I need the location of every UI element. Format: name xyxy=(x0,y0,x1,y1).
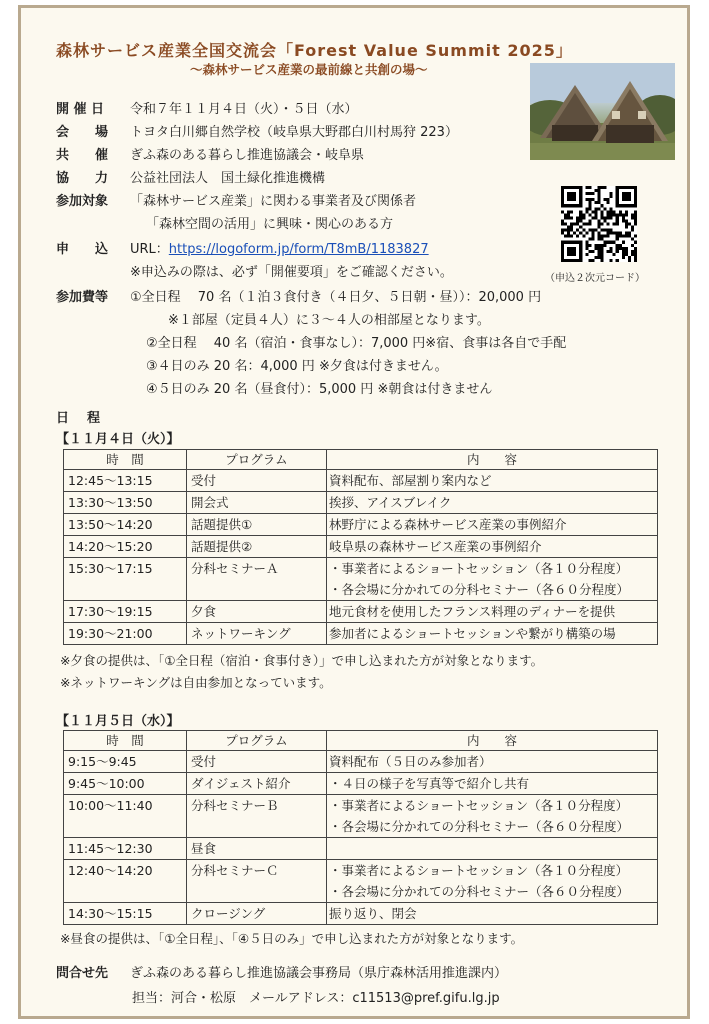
program-cell: 分科セミナーＡ xyxy=(187,558,327,601)
time-cell: 10:00～11:40 xyxy=(64,795,187,838)
table-row xyxy=(64,623,658,645)
content-line: 振り返り、閉会 xyxy=(329,906,417,921)
apply-note: ※申込みの際は、必ず「開催要項」をご確認ください。 xyxy=(130,265,453,280)
apply-row xyxy=(56,241,429,259)
program-cell: 分科セミナーＢ xyxy=(187,795,327,838)
time-cell: 15:30～17:15 xyxy=(64,558,187,601)
table-row xyxy=(64,903,658,925)
table-row xyxy=(64,751,658,773)
content-cell xyxy=(327,470,658,492)
fee-line-4: ③４日のみ 20 名：4,000 円 ※夕食は付きません。 xyxy=(146,359,448,374)
content-cell xyxy=(327,601,658,623)
content-line: 岐阜県の森林サービス産業の事例紹介 xyxy=(329,539,542,554)
content-cell xyxy=(327,492,658,514)
column-header-program: プログラム xyxy=(187,450,327,470)
schedule-heading: 日程 xyxy=(56,411,119,426)
content-line: ・各会場に分かれての分科セミナー（各６０分程度） xyxy=(329,582,630,597)
program-cell: ダイジェスト紹介 xyxy=(187,773,327,795)
day2-schedule-table xyxy=(63,730,658,925)
table-row xyxy=(64,795,658,838)
content-cell xyxy=(327,903,658,925)
content-cell xyxy=(327,623,658,645)
content-cell xyxy=(327,860,658,903)
host-label: 共 催 xyxy=(56,148,109,163)
table-row xyxy=(64,470,658,492)
qr-caption: （申込２次元コード） xyxy=(545,273,645,284)
content-line: 挨拶、アイスブレイク xyxy=(329,495,452,510)
qr-code[interactable] xyxy=(561,186,637,262)
venue-value: トヨタ白川郷自然学校（岐阜県大野郡白川村馬狩 223） xyxy=(130,125,458,140)
column-header-program: プログラム xyxy=(187,731,327,751)
contact-label: 問合せ先 xyxy=(56,966,109,981)
time-cell: 14:30～15:15 xyxy=(64,903,187,925)
table-row xyxy=(64,838,658,860)
content-line xyxy=(329,838,655,859)
program-cell: 受付 xyxy=(187,751,327,773)
table-row xyxy=(64,558,658,601)
column-header-content: 内 容 xyxy=(327,731,658,751)
fee-line-3: ②全日程 40 名（宿泊・食事なし）：7,000 円※宿、食事は各自で手配 xyxy=(146,336,567,351)
apply-url-link[interactable]: https://logoform.jp/form/T8mB/1183827 xyxy=(168,242,429,257)
table-row xyxy=(64,536,658,558)
content-line: 資料配布、部屋割り案内など xyxy=(329,473,492,488)
target-label: 参加対象 xyxy=(56,194,109,209)
day2-heading: 【１１月５日（水）】 xyxy=(56,714,180,729)
event-subtitle: ～森林サービス産業の最前線と共創の場～ xyxy=(190,62,428,77)
day1-schedule-table xyxy=(63,449,658,645)
time-cell: 17:30～19:15 xyxy=(64,601,187,623)
content-line: 地元食材を使用したフランス料理のディナーを提供 xyxy=(329,604,616,619)
time-cell: 14:20～15:20 xyxy=(64,536,187,558)
column-header-time: 時 間 xyxy=(64,731,187,751)
cooperation-label: 協 力 xyxy=(56,171,109,186)
event-title: 森林サービス産業全国交流会「Forest Value Summit 2025」 xyxy=(56,41,573,60)
content-cell xyxy=(327,514,658,536)
content-cell xyxy=(327,773,658,795)
time-cell: 19:30～21:00 xyxy=(64,623,187,645)
target-row xyxy=(56,193,416,211)
date-label: 開 催 日 xyxy=(56,102,105,117)
day1-note-1: ※夕食の提供は、「①全日程（宿泊・食事付き）」で申し込まれた方が対象となります。 xyxy=(60,653,544,668)
content-line: 資料配布（５日のみ参加者） xyxy=(329,754,492,769)
table-row xyxy=(64,860,658,903)
program-cell: 分科セミナーＣ xyxy=(187,860,327,903)
host-value: ぎふ森のある暮らし推進協議会・岐阜県 xyxy=(130,148,365,163)
day2-note-1: ※昼食の提供は、「①全日程」、「④５日のみ」で申し込まれた方が対象となります。 xyxy=(60,931,524,946)
apply-label: 申 込 xyxy=(56,242,109,257)
fee-row xyxy=(56,289,541,307)
content-cell xyxy=(327,838,658,860)
table-row xyxy=(64,601,658,623)
contact-org: ぎふ森のある暮らし推進協議会事務局（県庁森林活用推進課内） xyxy=(130,966,508,981)
content-line: 林野庁による森林サービス産業の事例紹介 xyxy=(329,517,567,532)
time-cell: 9:15～9:45 xyxy=(64,751,187,773)
target-value-2: 「森林空間の活用」に興味・関心のある方 xyxy=(146,217,394,232)
table-row xyxy=(64,492,658,514)
column-header-content: 内 容 xyxy=(327,450,658,470)
program-cell: 夕食 xyxy=(187,601,327,623)
content-cell xyxy=(327,558,658,601)
apply-url-prefix: URL： xyxy=(130,242,169,257)
program-cell: 受付 xyxy=(187,470,327,492)
host-row xyxy=(56,147,364,165)
content-cell xyxy=(327,795,658,838)
time-cell: 9:45～10:00 xyxy=(64,773,187,795)
table-row xyxy=(64,773,658,795)
time-cell: 12:45～13:15 xyxy=(64,470,187,492)
time-cell: 11:45～12:30 xyxy=(64,838,187,860)
date-value: 令和７年１１月４日（火）・５日（水） xyxy=(130,102,358,117)
program-cell: ネットワーキング xyxy=(187,623,327,645)
target-value-1: 「森林サービス産業」に関わる事業者及び関係者 xyxy=(130,194,417,209)
program-cell: クロージング xyxy=(187,903,327,925)
day1-note-2: ※ネットワーキングは自由参加となっています。 xyxy=(60,675,332,690)
fee-line-5: ④５日のみ 20 名（昼食付）：5,000 円 ※朝食は付きません xyxy=(146,382,493,397)
column-header-time: 時 間 xyxy=(64,450,187,470)
content-line: ・４日の様子を写真等で紹介し共有 xyxy=(329,776,530,791)
content-line: ・各会場に分かれての分科セミナー（各６０分程度） xyxy=(329,884,630,899)
content-line: ・事業者によるショートセッション（各１０分程度） xyxy=(329,561,629,576)
contact-row xyxy=(56,962,507,981)
fee-line-2: ※１部屋（定員４人）に３～４人の相部屋となります。 xyxy=(168,313,490,328)
cooperation-value: 公益社団法人 国土緑化推進機構 xyxy=(130,171,326,186)
venue-row xyxy=(56,124,458,142)
time-cell: 12:40～14:20 xyxy=(64,860,187,903)
content-cell xyxy=(327,751,658,773)
fee-label: 参加費等 xyxy=(56,290,109,305)
cooperation-row xyxy=(56,170,325,188)
program-cell: 話題提供① xyxy=(187,514,327,536)
content-line: 参加者によるショートセッションや繋がり構築の場 xyxy=(329,626,616,641)
table-row xyxy=(64,514,658,536)
fee-line-1: ①全日程 70 名（１泊３食付き（４日夕、５日朝・昼））：20,000 円 xyxy=(130,290,542,305)
time-cell: 13:30～13:50 xyxy=(64,492,187,514)
content-line: ・事業者によるショートセッション（各１０分程度） xyxy=(329,798,629,813)
program-cell: 開会式 xyxy=(187,492,327,514)
venue-label: 会 場 xyxy=(56,125,109,140)
content-line: ・各会場に分かれての分科セミナー（各６０分程度） xyxy=(329,819,630,834)
gassho-house-photo xyxy=(530,63,675,160)
program-cell: 話題提供② xyxy=(187,536,327,558)
date-row xyxy=(56,101,358,119)
program-cell: 昼食 xyxy=(187,838,327,860)
content-cell xyxy=(327,536,658,558)
day1-heading: 【１１月４日（火）】 xyxy=(56,432,180,447)
time-cell: 13:50～14:20 xyxy=(64,514,187,536)
content-line: ・事業者によるショートセッション（各１０分程度） xyxy=(329,863,629,878)
contact-person: 担当：河合・松原 メールアドレス：c11513@pref.gifu.lg.jp xyxy=(132,991,500,1006)
